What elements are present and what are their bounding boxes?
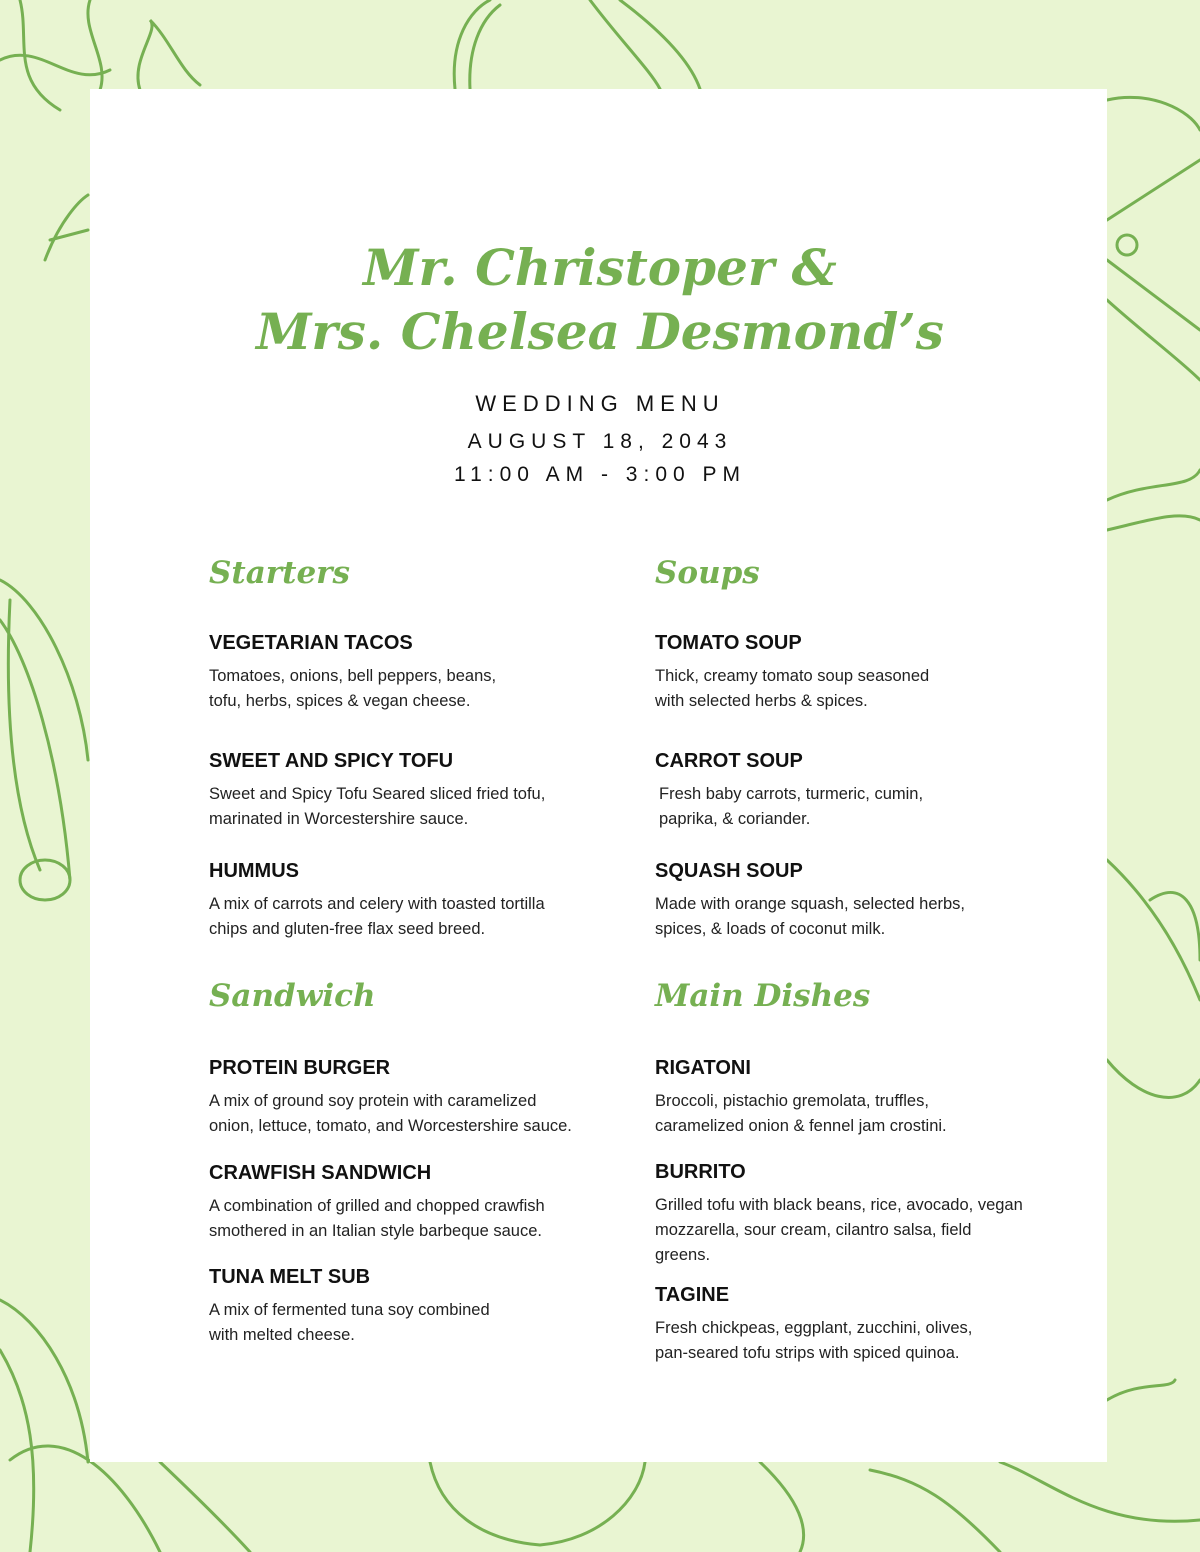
menu-item	[655, 1283, 1055, 1366]
item-name: SWEET AND SPICY TOFU	[209, 750, 454, 772]
section-heading-starters: Starters	[209, 555, 350, 591]
item-description: Sweet and Spicy Tofu Seared sliced fried tofu, marinated in Worcestershire sauce.	[209, 785, 546, 828]
item-description: Tomatoes, onions, bell peppers, beans, tofu, herbs, spices & vegan cheese.	[209, 667, 497, 710]
menu-subtitle: WEDDING MENU	[475, 391, 725, 416]
item-description: Thick, creamy tomato soup seasoned with selected herbs & spices.	[655, 667, 930, 710]
item-description: Grilled tofu with black beans, rice, avocado, vegan mozzarella, sour cream, cilantro salsa, field greens.	[655, 1196, 1023, 1264]
item-name: CARROT SOUP	[655, 750, 803, 772]
menu-item	[655, 859, 1055, 942]
menu-item	[655, 631, 1055, 714]
couple-names-line1: Mr. Christoper &	[363, 238, 837, 297]
item-description: A mix of fermented tuna soy combined with melted cheese.	[209, 1301, 490, 1344]
menu-item	[209, 631, 609, 714]
item-description: A combination of grilled and chopped crawfish smothered in an Italian style barbeque sauce.	[209, 1197, 545, 1240]
menu-item	[209, 1161, 609, 1244]
item-name: SQUASH SOUP	[655, 860, 803, 882]
menu-item	[209, 859, 609, 942]
menu-item	[209, 749, 609, 832]
event-time: 11:00 AM - 3:00 PM	[453, 463, 747, 486]
item-name: HUMMUS	[209, 860, 299, 882]
item-description: A mix of ground soy protein with caramelized onion, lettuce, tomato, and Worcestershire sauce.	[209, 1092, 572, 1135]
item-name: PROTEIN BURGER	[209, 1057, 391, 1079]
item-name: TAGINE	[655, 1284, 730, 1306]
couple-names-line2: Mrs. Chelsea Desmond’s	[256, 302, 944, 361]
item-name: VEGETARIAN TACOS	[209, 632, 413, 654]
section-heading-sandwich: Sandwich	[209, 978, 376, 1014]
item-name: TUNA MELT SUB	[209, 1266, 371, 1288]
item-description: Made with orange squash, selected herbs, spices, & loads of coconut milk.	[655, 895, 966, 938]
item-name: BURRITO	[655, 1161, 746, 1183]
event-date: AUGUST 18, 2043	[467, 430, 733, 453]
item-name: TOMATO SOUP	[655, 632, 802, 654]
menu-item	[655, 1056, 1055, 1139]
menu-item	[655, 749, 1055, 832]
section-heading-soups: Soups	[655, 555, 760, 591]
menu-item	[209, 1056, 629, 1139]
menu-item	[655, 1160, 1075, 1268]
item-name: CRAWFISH SANDWICH	[209, 1162, 432, 1184]
item-description: Fresh baby carrots, turmeric, cumin, paprika, & coriander.	[659, 785, 924, 828]
item-description: Broccoli, pistachio gremolata, truffles, caramelized onion & fennel jam crostini.	[655, 1092, 947, 1135]
section-heading-main-dishes: Main Dishes	[655, 978, 871, 1014]
item-description: A mix of carrots and celery with toasted tortilla chips and gluten-free flax seed breed.	[209, 895, 545, 938]
item-description: Fresh chickpeas, eggplant, zucchini, olives, pan-seared tofu strips with spiced quinoa.	[655, 1319, 973, 1362]
item-name: RIGATONI	[655, 1057, 751, 1079]
menu-item	[209, 1265, 609, 1348]
